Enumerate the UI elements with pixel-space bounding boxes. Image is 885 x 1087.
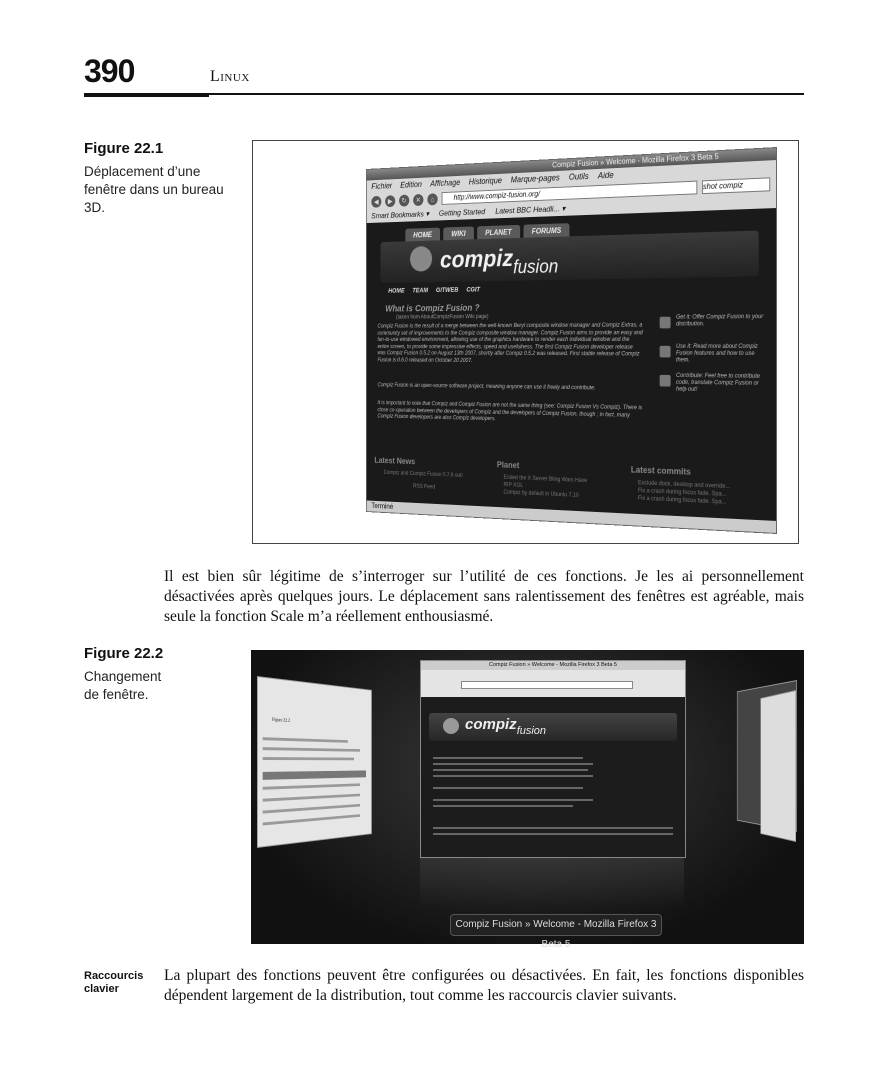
text-line xyxy=(263,783,360,789)
text-line xyxy=(433,769,588,771)
site-logo-text xyxy=(440,242,558,280)
status-bar: Terminé xyxy=(367,500,776,532)
site-tab-planet[interactable]: PLANET xyxy=(477,225,520,240)
browser-window xyxy=(366,147,777,534)
site-tab-home[interactable]: HOME xyxy=(405,228,440,243)
side-item[interactable]: Contribute: Feel free to contribute code, translate Compiz Fusion or help out! xyxy=(676,373,760,393)
web-content xyxy=(367,208,776,521)
bookmark-item[interactable]: Latest BBC Headli... ▾ xyxy=(495,203,566,216)
stop-icon[interactable]: ✕ xyxy=(413,193,423,205)
menu-item[interactable]: Outils xyxy=(568,171,589,182)
chapter-title: Linux xyxy=(210,68,250,85)
subnav-link[interactable]: HOME xyxy=(388,288,405,295)
caption-line: Changement xyxy=(84,669,162,684)
site-banner xyxy=(429,713,677,741)
column-item[interactable]: Ended the X Server Bling Wars Have xyxy=(503,474,588,485)
text-line xyxy=(433,833,673,835)
caption-line: de fenêtre. xyxy=(84,687,149,702)
site-tab-wiki[interactable]: WIKI xyxy=(443,226,473,241)
text-line xyxy=(263,747,360,752)
margin-note-line: clavier xyxy=(84,983,119,995)
text-line xyxy=(263,757,354,760)
text-line xyxy=(263,814,360,825)
text-line xyxy=(433,757,583,759)
page-number: 390 xyxy=(84,53,135,89)
logo-sub: fusion xyxy=(516,725,547,737)
reload-icon[interactable]: ↻ xyxy=(399,194,409,206)
text-line xyxy=(263,737,348,743)
text-line xyxy=(433,799,593,801)
logo-main: compiz xyxy=(465,716,517,733)
book-icon xyxy=(660,346,671,358)
forward-icon[interactable]: ▶ xyxy=(385,195,395,207)
column-item[interactable]: Compiz and Compiz Fusion 0.7.6 out! xyxy=(383,470,463,479)
caption-line: 3D. xyxy=(84,200,106,215)
bookmark-item[interactable]: Smart Bookmarks ▾ xyxy=(371,209,430,221)
table-header xyxy=(263,770,366,779)
contribute-icon xyxy=(660,375,671,387)
subnav-link[interactable]: CGIT xyxy=(466,286,480,294)
navigation-toolbar xyxy=(421,679,685,689)
window-titlebar: Compiz Fusion » Welcome - Mozilla Firefox 3 Beta 5 xyxy=(367,148,776,180)
window-titlebar: Compiz Fusion » Welcome - Mozilla Firefox 3 Beta 5 xyxy=(421,661,685,670)
switcher-caption: Compiz Fusion » Welcome - Mozilla Firefox 3 Beta 5 xyxy=(450,914,662,936)
menu-item[interactable]: Historique xyxy=(468,175,502,187)
search-input[interactable]: shot compiz xyxy=(702,177,770,194)
column-item[interactable]: Exclude dock, desktop and override... xyxy=(637,480,731,491)
figure1-label: Figure 22.1 xyxy=(84,140,164,157)
url-input[interactable] xyxy=(461,681,633,689)
column-title: Latest commits xyxy=(630,464,691,477)
side-item[interactable]: Use it: Read more about Compiz Fusion features and how to use them. xyxy=(676,343,758,364)
site-paragraph: Compiz Fusion is an open-source software project, meaning anyone can use it freely and contribute. xyxy=(377,382,596,392)
compiz-logo-icon xyxy=(443,718,459,734)
column-item[interactable]: RSS Feed xyxy=(413,483,436,491)
back-icon[interactable]: ◀ xyxy=(371,195,381,207)
menu-item[interactable]: Fichier xyxy=(371,181,393,191)
margin-note-line: Raccourcis xyxy=(84,970,144,982)
subnav-link[interactable]: TEAM xyxy=(412,287,428,295)
page-number-bar xyxy=(84,93,209,97)
side-item[interactable]: Get it: Offer Compiz Fusion to your distribution. xyxy=(676,314,764,328)
switcher-window-left[interactable] xyxy=(257,676,372,848)
menu-item[interactable]: Aide xyxy=(597,170,614,181)
bookmarks-toolbar xyxy=(421,689,685,697)
caption-line: fenêtre dans un bureau xyxy=(84,182,224,197)
logo-main: compiz xyxy=(440,243,514,273)
menu-bar xyxy=(421,670,685,679)
column-item[interactable]: Compiz by default in Ubuntu 7.10 xyxy=(503,489,579,499)
text-line xyxy=(433,805,573,807)
site-subheading: (taken from AboutCompizFusion Wiki page) xyxy=(395,314,489,321)
margin-note xyxy=(84,970,143,996)
figure1-caption xyxy=(84,163,234,217)
text-line xyxy=(263,794,360,802)
column-title: Latest News xyxy=(374,455,416,467)
text-line xyxy=(433,763,593,765)
window-reflection xyxy=(420,858,684,908)
site-heading: What is Compiz Fusion ? xyxy=(385,303,480,315)
text-line xyxy=(263,804,360,814)
caption-line: Déplacement d’une xyxy=(84,164,201,179)
figure2-screenshot xyxy=(251,650,804,950)
text-line xyxy=(433,775,593,777)
compiz-logo-icon xyxy=(410,246,432,272)
menu-item[interactable]: Edition xyxy=(400,179,422,190)
bookmark-item[interactable]: Getting Started xyxy=(438,206,486,218)
logo-sub: fusion xyxy=(513,256,559,278)
site-subnav xyxy=(388,287,486,295)
switcher-window-far-right[interactable] xyxy=(760,690,796,842)
body-paragraph: Il est bien sûr légitime de s’interroger sur l’utilité de ces fonctions. Je les ai personnellement désactivées après quelques jours. Le déplacement sans ralentissement des fenêtres est agréable, mais seule la fonction Scale m’a réellement enthousiasmé. xyxy=(164,568,804,625)
column-item[interactable]: RIP XGL xyxy=(503,482,524,489)
text-line xyxy=(433,787,583,789)
download-icon xyxy=(660,317,671,329)
figure2-label: Figure 22.2 xyxy=(84,645,164,662)
switcher-window-selected[interactable] xyxy=(420,660,686,858)
subnav-link[interactable]: GITWEB xyxy=(435,287,459,294)
text-line xyxy=(433,827,673,829)
home-icon[interactable]: ⌂ xyxy=(427,193,437,205)
site-tab-forums[interactable]: FORUMS xyxy=(523,223,569,239)
site-logo-text xyxy=(465,716,546,737)
menu-item[interactable]: Affichage xyxy=(430,177,461,189)
menu-item[interactable]: Marque-pages xyxy=(510,172,560,185)
body-paragraph: La plupart des fonctions peuvent être configurées ou désactivées. En fait, les fonctions disponibles dépendent largement de la distribution, tout comme les raccourcis clavier suivants. xyxy=(164,967,804,1004)
column-item[interactable]: Fix a crash during focus fade. Spa... xyxy=(637,488,727,498)
url-input[interactable]: http://www.compiz-fusion.org/ xyxy=(442,181,698,205)
figure2-caption xyxy=(84,668,234,704)
site-paragraph: It is important to note that Compiz and Compiz Fusion are not the same thing (see: Compiz Fusion Vs Compiz). There is close co-operation between the developers of Compiz and the developers of Compiz Fusion, though ; in fact, many Compiz Fusion developers are also Compiz developers. xyxy=(377,400,643,423)
column-item[interactable]: Fix a crash during focus fade. Spa... xyxy=(637,495,727,506)
site-paragraph: Compiz Fusion is the result of a merge between the well-known Beryl composite window manager and Compiz Extras, a community set of improvements to the Compiz composite window manager. Compiz Fusion aims to provide an easy and fun-to-use windowed environment, allowing use of the graphics hardware to render each individual window and the entire screen, to provide some impressive effects, speed and usefulness. The first Compiz Fusion developer release was Compiz Fusion 0.5.2 on August 13th 2007, shortly after Compiz 0.5.2 was released. First stable release of Compiz Fusion is 0.6.0 released on October 20 2007. xyxy=(377,322,643,364)
left-window-title: Figure 22.2 xyxy=(272,717,290,724)
figure1-screenshot xyxy=(252,140,799,544)
column-title: Planet xyxy=(496,459,520,471)
